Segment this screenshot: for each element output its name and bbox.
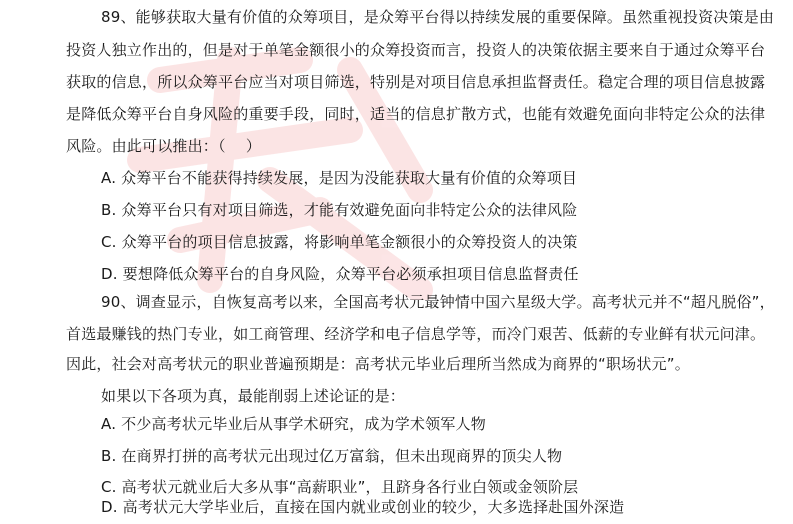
q90-option-c: C. 高考状元就业后大多从事“高薪职业”，且跻身各行业白领或金领阶层 [101, 478, 579, 496]
q89-option-a: A. 众筹平台不能获得持续发展，是因为没能获取大量有价值的众筹项目 [101, 169, 578, 187]
q90-option-d: D. 高考状元大学毕业后，直接在国内就业或创业的较少，大多选择赴国外深造 [101, 498, 625, 516]
q90-line-2: 首选最赚钱的热门专业，如工商管理、经济学和电子信息学等，而冷门艰苦、低薪的专业鲜有状元问津。 [66, 325, 766, 343]
q89-option-c: C. 众筹平台的项目信息披露，将影响单笔金额很小的众筹投资人的决策 [101, 233, 578, 251]
q90-option-b: B. 在商界打拼的高考状元出现过亿万富翁，但未出现商界的顶尖人物 [101, 447, 563, 465]
q89-line-5: 风险。由此可以推出：（ ） [66, 137, 262, 155]
q89-option-d: D. 要想降低众筹平台的自身风险，众筹平台必须承担项目信息监督责任 [101, 265, 579, 283]
q89-line-3: 获取的信息，所以众筹平台应当对项目筛选，特别是对项目信息承担监督责任。稳定合理的项目信息披露 [66, 73, 766, 91]
q90-prompt: 如果以下各项为真，最能削弱上述论证的是： [101, 387, 406, 405]
q89-option-b: B. 众筹平台只有对项目筛选，才能有效避免面向非特定公众的法律风险 [101, 201, 578, 219]
q89-line-2: 投资人独立作出的，但是对于单笔金额很小的众筹投资而言，投资人的决策依据主要来自于通过众筹平台 [66, 41, 766, 59]
q89-line-4: 是降低众筹平台自身风险的重要手段，同时，适当的信息扩散方式，也能有效避免面向非特定公众的法律 [66, 105, 766, 123]
q89-line-1: 89、能够获取大量有价值的众筹项目，是众筹平台得以持续发展的重要保障。虽然重视投资决策是由 [101, 8, 775, 26]
q90-line-1: 90、调查显示，自恢复高考以来，全国高考状元最钟情中国六星级大学。高考状元并不“超凡脱俗”， [101, 293, 775, 311]
q90-option-a: A. 不少高考状元毕业后从事学术研究，成为学术领军人物 [101, 415, 486, 433]
q90-line-3: 因此，社会对高考状元的职业普遍预期是：高考状元毕业后理所当然成为商界的“职场状元”。 [66, 355, 690, 373]
